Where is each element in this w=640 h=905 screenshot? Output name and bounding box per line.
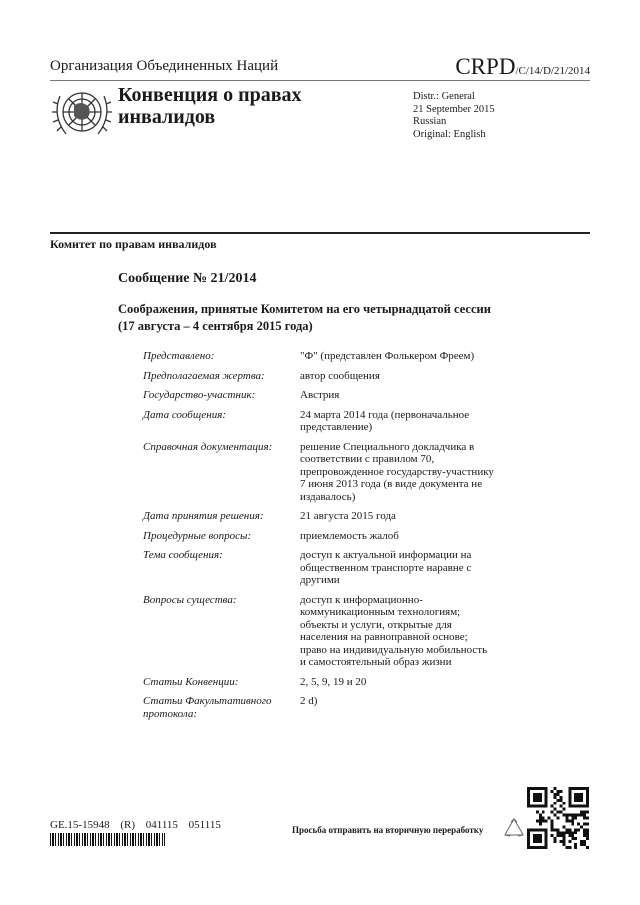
barcode-icon — [50, 833, 165, 846]
communication-number: Сообщение № 21/2014 — [118, 271, 257, 286]
metadata-value-line: 2 d) — [300, 695, 318, 707]
views-title: Соображения, принятые Комитетом на его четырнадцатой сессии (17 августа – 4 сентября 2015 года) — [118, 302, 491, 333]
metadata-value — [300, 389, 510, 402]
metadata-label: Предполагаемая жертва: — [143, 369, 265, 382]
metadata-value-line: 7 июня 2013 года (в виде документа не — [300, 478, 483, 490]
recycle-icon — [504, 818, 524, 838]
metadata-value-line: общественном транспорте наравне с — [300, 561, 472, 574]
recycle-notice: Просьба отправить на вторичную переработку — [292, 825, 484, 835]
metadata-value — [300, 549, 510, 587]
metadata-row — [143, 676, 523, 696]
metadata-value-line: доступ к актуальной информации на — [300, 549, 472, 561]
metadata-value — [300, 350, 510, 363]
metadata-label: Дата принятия решения: — [143, 510, 264, 522]
distribution-line: Russian — [413, 116, 447, 127]
metadata-value — [300, 370, 510, 383]
metadata-value-line: 2, 5, 9, 19 и 20 — [300, 675, 367, 688]
document-title — [118, 84, 302, 128]
committee-name: Комитет по правам инвалидов — [50, 237, 217, 251]
metadata-value-line: "Ф" (представлен Фолькером Фреем) — [300, 350, 475, 362]
metadata-row — [143, 409, 523, 441]
metadata-value — [300, 510, 510, 523]
metadata-value-line: право на индивидуальную мобильность — [300, 643, 488, 656]
metadata-value-line: решение Специального докладчика в — [300, 440, 475, 453]
title-line: Конвенция о правах — [118, 84, 302, 106]
metadata-value — [300, 409, 510, 434]
metadata-value — [300, 530, 510, 543]
metadata-row — [143, 510, 523, 530]
metadata-label: Справочная документация: — [143, 440, 273, 453]
distribution-line: Original: English — [413, 128, 486, 140]
metadata-value-line: доступ к информационно- — [300, 593, 423, 606]
metadata-value-line: соответствии с правилом 70, — [300, 453, 435, 465]
organization-name: Организация Объединенных Наций — [50, 58, 279, 74]
document-symbol — [455, 54, 590, 80]
metadata-row — [143, 441, 523, 511]
distribution-line: Distr.: General — [413, 91, 475, 102]
title-line: инвалидов — [118, 106, 216, 128]
metadata-value-line: издавалось) — [300, 490, 356, 503]
metadata-row — [143, 695, 523, 727]
metadata-value-line: автор сообщения — [300, 369, 380, 382]
metadata-value-line: объекты и услуги, открытые для — [300, 618, 452, 631]
metadata-value-line: 24 марта 2014 года (первоначальное — [300, 408, 470, 421]
metadata-value-line: приемлемость жалоб — [300, 529, 399, 542]
metadata-row — [143, 530, 523, 550]
metadata-row — [143, 549, 523, 594]
metadata-label: Статьи Факультативного протокола: — [143, 695, 272, 720]
metadata-label: Статьи Конвенции: — [143, 675, 239, 688]
metadata-value-line: представление) — [300, 421, 373, 433]
metadata-value-line: и самостоятельный образ жизни — [300, 656, 452, 668]
metadata-value — [300, 594, 510, 669]
metadata-row — [143, 594, 523, 676]
un-emblem-icon — [50, 84, 114, 144]
metadata-value-line: другими — [300, 574, 340, 586]
symbol-main: CRPD — [455, 54, 516, 79]
metadata-label: Вопросы существа: — [143, 593, 237, 606]
metadata-label: Тема сообщения: — [143, 549, 223, 561]
metadata-value-line: коммуникационным технологиям; — [300, 606, 461, 618]
metadata-label: Представлено: — [143, 350, 215, 362]
metadata-label: Дата сообщения: — [143, 408, 227, 421]
document-job-number: GE.15-15948 (R) 041115 051115 — [50, 819, 221, 831]
metadata-table — [143, 350, 523, 727]
section-divider — [50, 232, 590, 234]
symbol-sub: /C/14/D/21/2014 — [515, 65, 590, 77]
metadata-value — [300, 695, 510, 720]
distribution-line: 21 September 2015 — [413, 103, 495, 115]
metadata-row — [143, 370, 523, 390]
metadata-value — [300, 676, 510, 689]
metadata-value-line: препровожденное государству-участнику — [300, 465, 494, 478]
qr-code-icon — [527, 787, 589, 849]
header-divider — [50, 80, 590, 81]
metadata-row — [143, 350, 523, 370]
metadata-value-line: Австрия — [300, 389, 340, 401]
metadata-value-line: 21 августа 2015 года — [300, 510, 396, 522]
metadata-value — [300, 441, 510, 504]
metadata-label: Процедурные вопросы: — [143, 529, 252, 542]
metadata-label: Государство-участник: — [143, 389, 256, 401]
metadata-row — [143, 389, 523, 409]
metadata-value-line: населения на равноправной основе; — [300, 631, 468, 643]
distribution-block — [413, 91, 495, 141]
